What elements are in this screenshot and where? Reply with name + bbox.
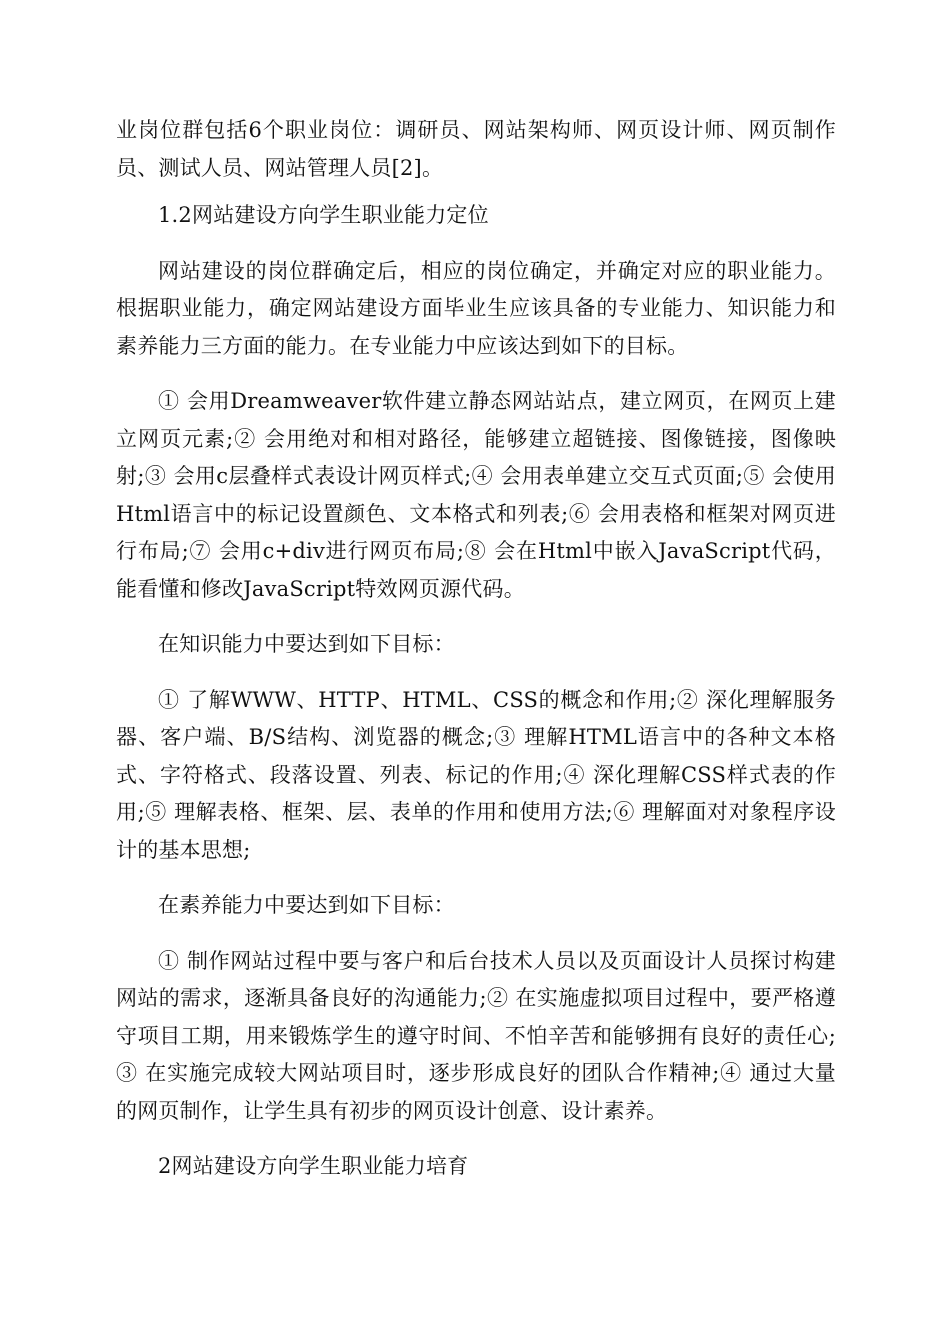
paragraph-professional-skills: ① 会用Dreamweaver软件建立静态网站站点，建立网页，在网页上建立网页元素;② 会用绝对和相对路径，能够建立超链接、图像链接，图像映射;③ 会用c层叠样式表设计网页样式;④ 会用表单建立交互式页面;⑤ 会使用Html语言中的标记设置颜色、文本格式和列表;⑥ 会用表格和框架对网页进行布局;⑦ 会用c+div进行网页布局;⑧ 会在Html中嵌入JavaScript代码，能看懂和修改JavaScript特效网页源代码。 (116, 389, 836, 601)
paragraph-continuation: 业岗位群包括6个职业岗位：调研员、网站架构师、网页设计师、网页制作员、测试人员、网站管理人员[2]。 (116, 118, 836, 180)
document-body (116, 112, 836, 1186)
paragraph-knowledge-intro: 在知识能力中要达到如下目标： (158, 632, 455, 656)
section-heading-1-2: 1.2网站建设方向学生职业能力定位 (158, 203, 489, 227)
paragraph-knowledge-goals: ① 了解WWW、HTTP、HTML、CSS的概念和作用;② 深化理解服务器、客户端、B/S结构、浏览器的概念;③ 理解HTML语言中的各种文本格式、字符格式、段落设置、列表、标记的作用;④ 深化理解CSS样式表的作用;⑤ 理解表格、框架、层、表单的作用和使用方法;⑥ 理解面对对象程序设计的基本思想; (116, 687, 836, 862)
paragraph-quality-intro: 在素养能力中要达到如下目标： (158, 893, 455, 917)
section-heading-2: 2网站建设方向学生职业能力培育 (158, 1154, 469, 1178)
paragraph-positioning: 网站建设的岗位群确定后，相应的岗位确定，并确定对应的职业能力。根据职业能力，确定网站建设方面毕业生应该具备的专业能力、知识能力和素养能力三方面的能力。在专业能力中应该达到如下的目标。 (116, 258, 836, 358)
paragraph-quality-goals: ① 制作网站过程中要与客户和后台技术人员以及页面设计人员探讨构建网站的需求，逐渐具备良好的沟通能力;② 在实施虚拟项目过程中，要严格遵守项目工期，用来锻炼学生的遵守时间、不怕辛苦和能够拥有良好的责任心;③ 在实施完成较大网站项目时，逐步形成良好的团队合作精神;④ 通过大量的网页制作，让学生具有初步的网页设计创意、设计素养。 (116, 948, 836, 1123)
